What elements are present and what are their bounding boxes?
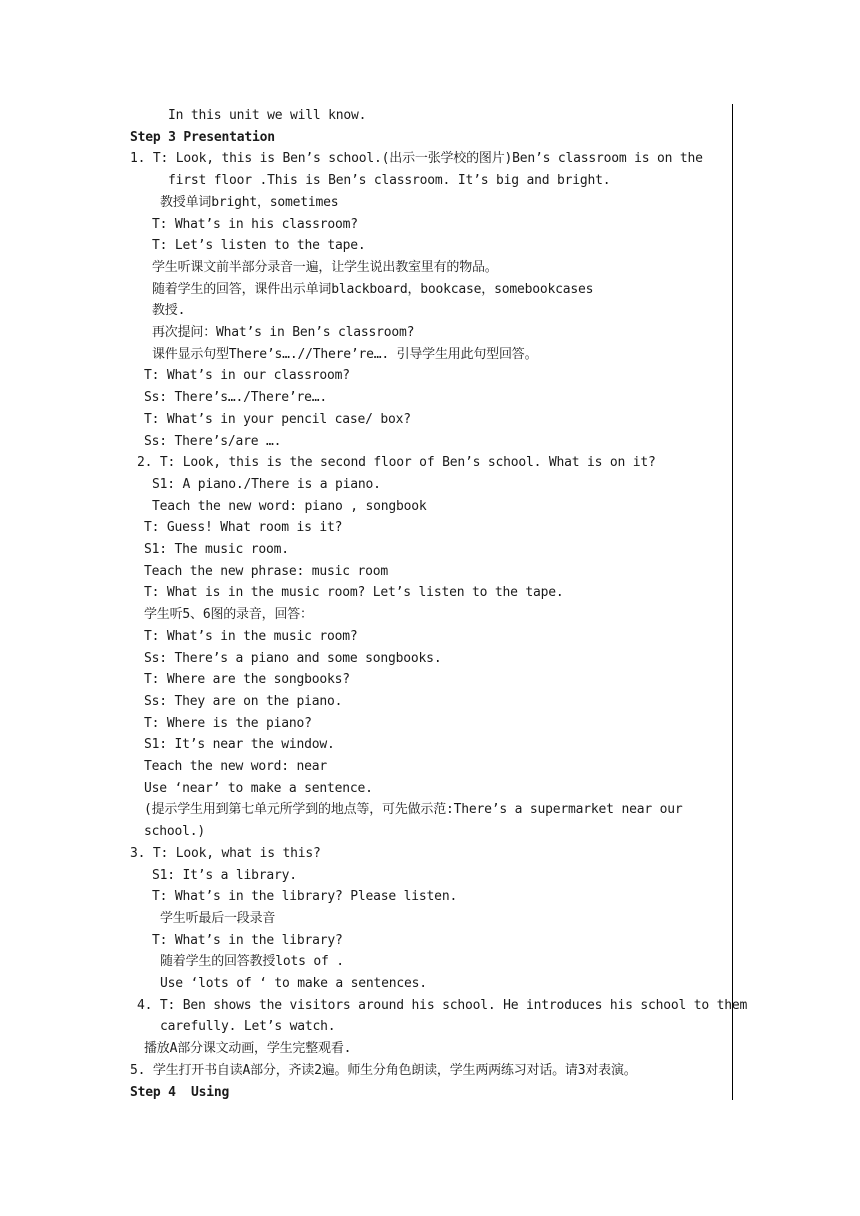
section-heading: Step 3 Presentation: [130, 130, 275, 145]
text-line: Ss: There’s a piano and some songbooks.: [144, 651, 442, 666]
text-line: Teach the new word: near: [144, 759, 328, 774]
text-line: 播放A部分课文动画，学生完整观看.: [144, 1041, 352, 1056]
text-line: Ss: There’s…./There’re….: [144, 390, 328, 405]
text-line: carefully. Let’s watch.: [160, 1019, 336, 1034]
text-line: 教授单词bright，sometimes: [160, 195, 339, 210]
text-line: T: Where are the songbooks?: [144, 672, 350, 687]
text-line: 学生听课文前半部分录音一遍，让学生说出教室里有的物品。: [152, 260, 498, 275]
text-line: school.): [144, 824, 206, 839]
text-line: T: Where is the piano?: [144, 716, 312, 731]
text-line: T: What’s in the library?: [152, 933, 343, 948]
text-line: 再次提问：What’s in Ben’s classroom?: [152, 325, 415, 340]
text-line: S1: A piano./There is a piano.: [152, 477, 381, 492]
text-line: S1: The music room.: [144, 542, 289, 557]
text-line: 2. T: Look, this is the second floor of Ben’s school. What is on it?: [137, 455, 656, 470]
text-line: Ss: They are on the piano.: [144, 694, 343, 709]
text-line: 学生听5、6图的录音，回答：: [144, 607, 313, 622]
text-line: 教授.: [152, 303, 186, 318]
text-line: T: Let’s listen to the tape.: [152, 238, 366, 253]
text-line: S1: It’s a library.: [152, 868, 297, 883]
text-line: Teach the new word: piano , songbook: [152, 499, 427, 514]
text-line: 学生听最后一段录音: [160, 911, 276, 926]
text-line: 5. 学生打开书自读A部分，齐读2遍。师生分角色朗读，学生两两练习对话。请3对表演。: [130, 1063, 637, 1078]
text-line: In this unit we will know.: [168, 108, 367, 123]
text-line: T: What is in the music room? Let’s listen to the tape.: [144, 585, 564, 600]
text-line: 随着学生的回答，课件出示单词blackboard，bookcase，somebookcases: [152, 282, 594, 297]
text-line: Teach the new phrase: music room: [144, 564, 389, 579]
table-border-right: [732, 104, 733, 1100]
section-heading: Step 4 Using: [130, 1085, 230, 1100]
text-line: first floor .This is Ben’s classroom. It’s big and bright.: [168, 173, 611, 188]
text-line: T: What’s in his classroom?: [152, 217, 358, 232]
text-line: T: What’s in the music room?: [144, 629, 358, 644]
text-line: 3. T: Look, what is this?: [130, 846, 321, 861]
text-line: Use ‘lots of ‘ to make a sentences.: [160, 976, 427, 991]
text-line: T: What’s in our classroom?: [144, 368, 350, 383]
text-line: 随着学生的回答教授lots of .: [160, 954, 344, 969]
text-line: 课件显示句型There’s….//There’re…. 引导学生用此句型回答。: [152, 347, 538, 362]
text-line: Use ‘near’ to make a sentence.: [144, 781, 373, 796]
text-line: T: What’s in your pencil case/ box?: [144, 412, 411, 427]
text-line: 4. T: Ben shows the visitors around his school. He introduces his school to them: [137, 998, 748, 1013]
text-line: S1: It’s near the window.: [144, 737, 335, 752]
text-line: T: Guess! What room is it?: [144, 520, 343, 535]
text-line: T: What’s in the library? Please listen.: [152, 889, 458, 904]
text-line: (提示学生用到第七单元所学到的地点等，可先做示范:There’s a supermarket near our: [144, 802, 683, 817]
text-line: Ss: There’s/are ….: [144, 434, 282, 449]
text-line: 1. T: Look, this is Ben’s school.(出示一张学校的图片)Ben’s classroom is on the: [130, 151, 703, 166]
